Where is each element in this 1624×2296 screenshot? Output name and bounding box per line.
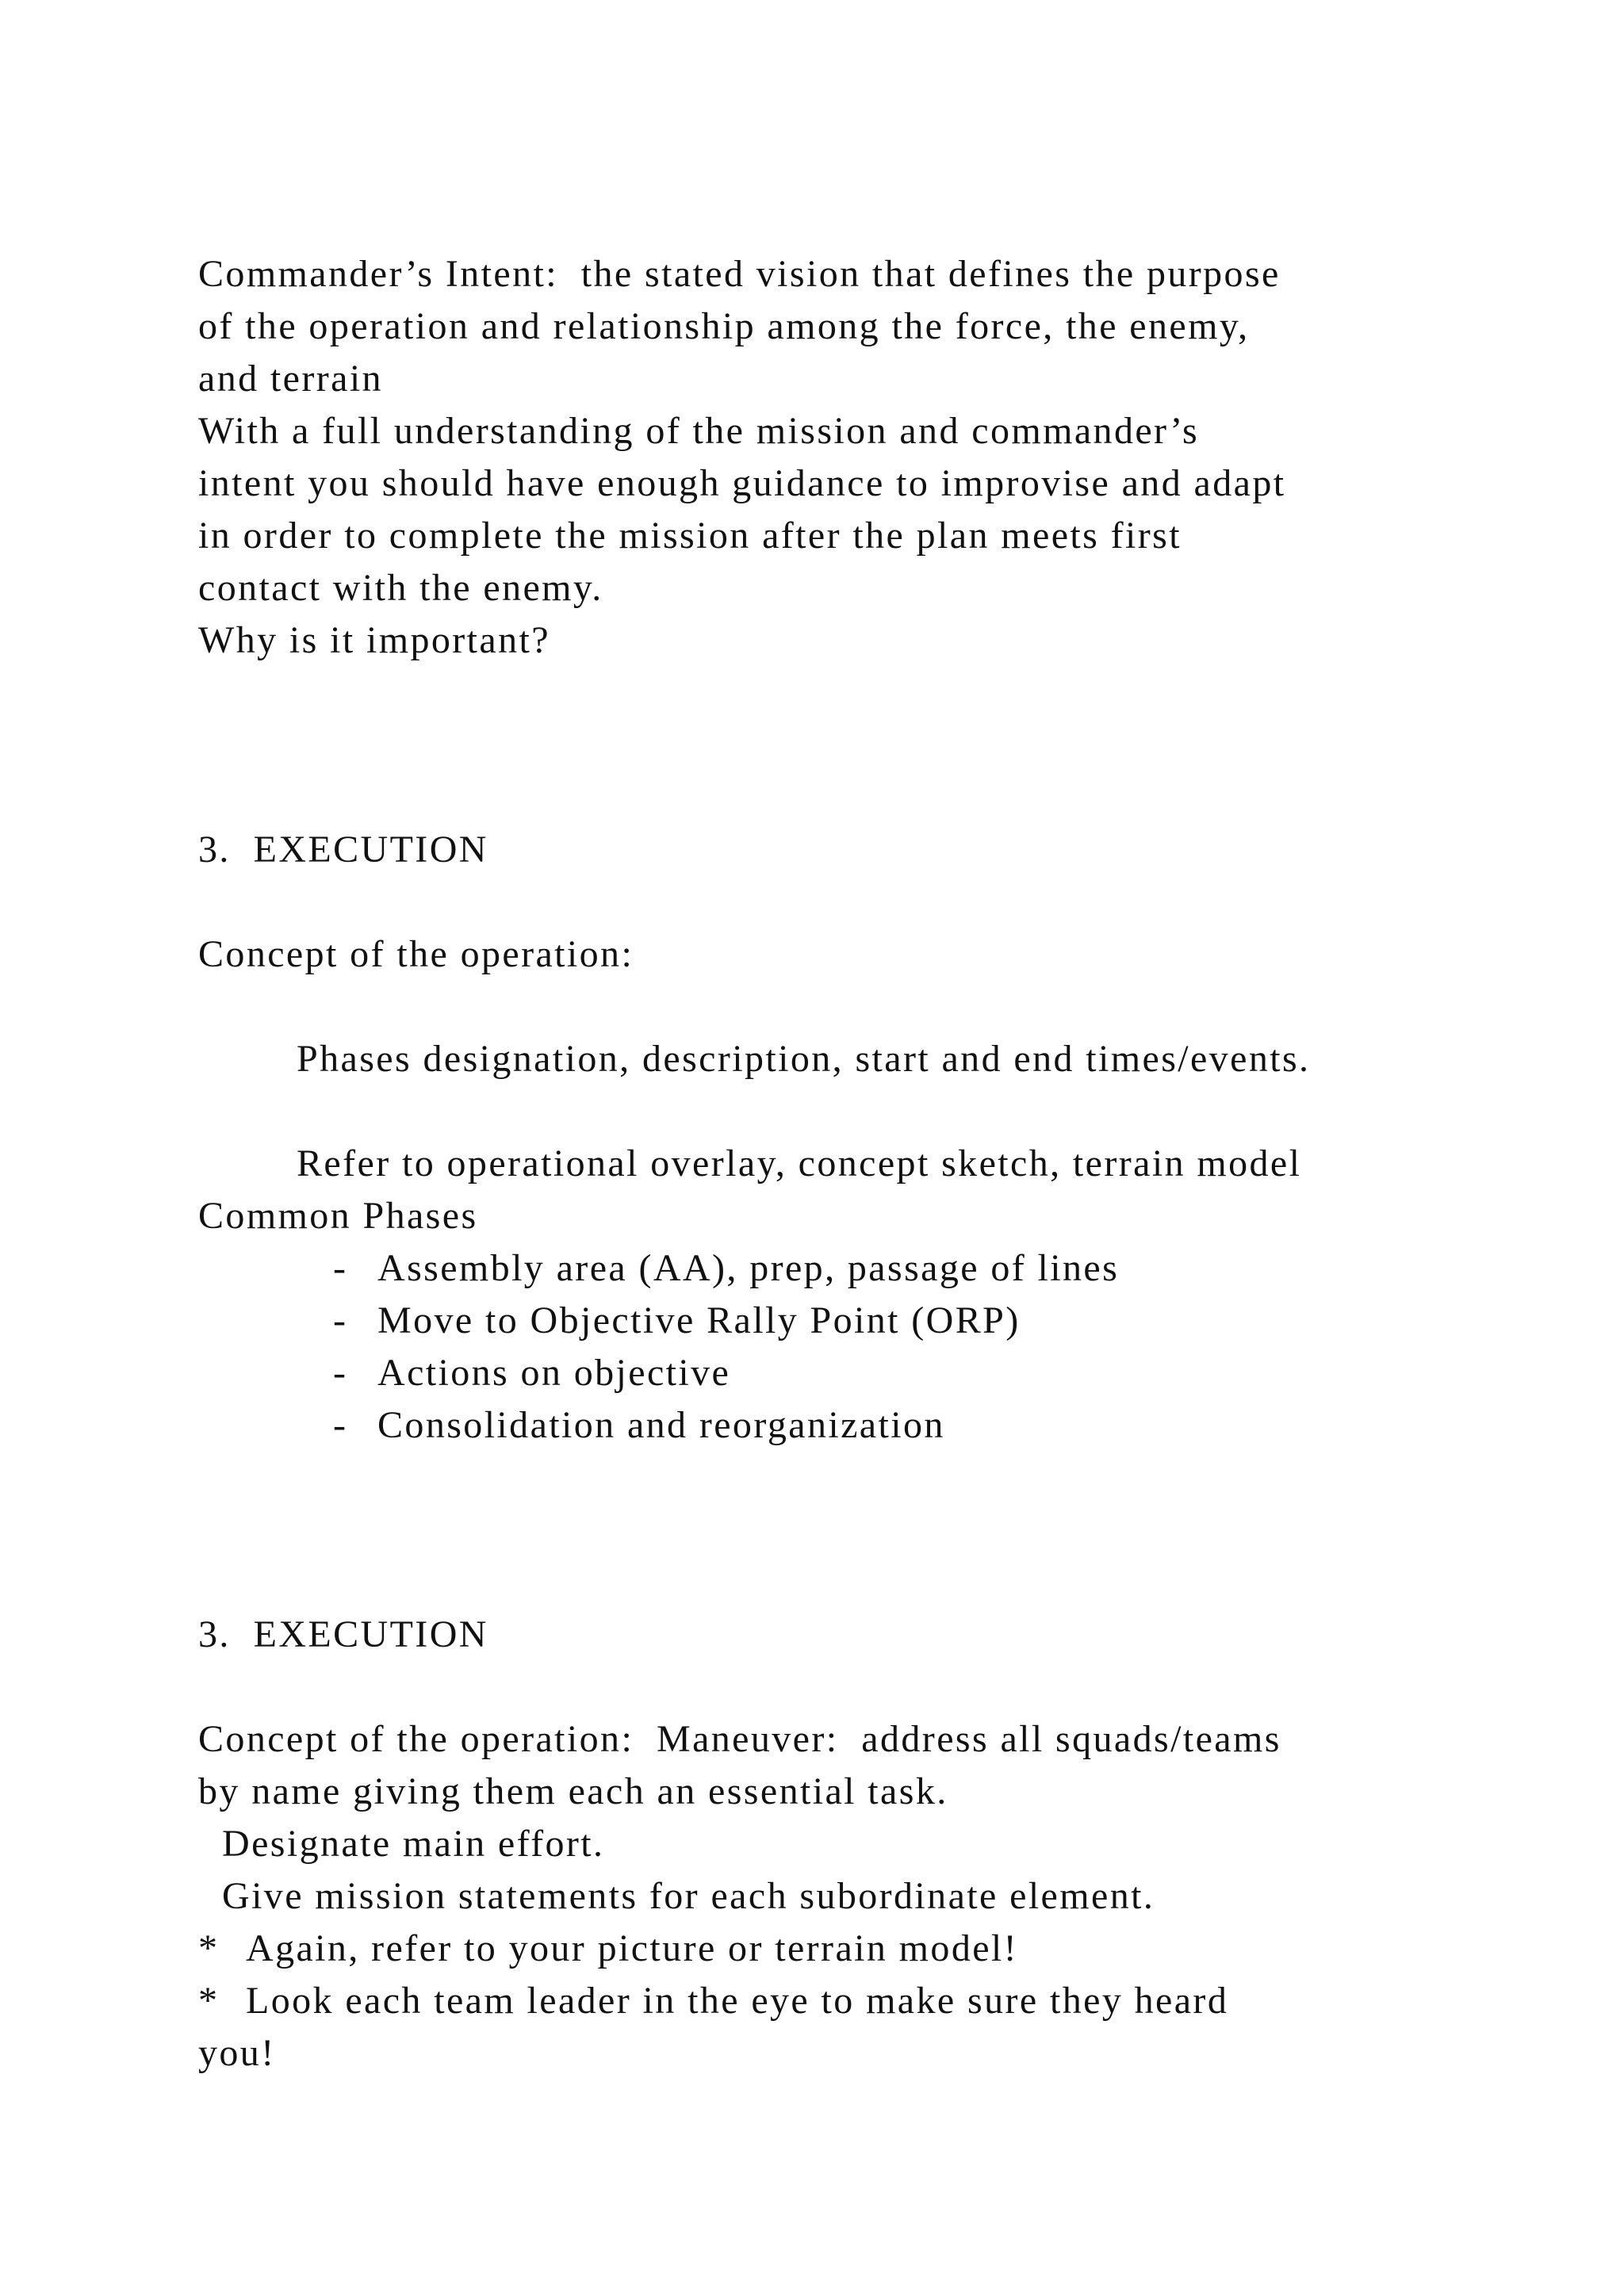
intent-line-6: in order to complete the mission after the plan meets first: [198, 515, 1182, 557]
refer-line: Refer to operational overlay, concept sketch, terrain model: [297, 1142, 1302, 1184]
asterisk-marker: *: [198, 1980, 220, 2022]
dash-marker: -: [333, 1299, 348, 1341]
phase-item: [333, 1347, 730, 1399]
intent-line-3: and terrain: [198, 358, 383, 400]
common-phases-label: Common Phases: [198, 1195, 478, 1237]
dash-marker: -: [333, 1247, 348, 1289]
mission-statements-line: Give mission statements for each subordinate element.: [222, 1875, 1155, 1917]
concept-label-1: Concept of the operation:: [198, 933, 634, 975]
intent-question: Why is it important?: [198, 619, 550, 661]
intent-line-5: intent you should have enough guidance to improvise and adapt: [198, 462, 1286, 504]
maneuver-line-1: Concept of the operation: Maneuver: address all squads/teams: [198, 1718, 1281, 1760]
phase-item: [333, 1399, 945, 1452]
intent-line-4: With a full understanding of the mission and commander’s: [198, 410, 1200, 452]
asterisk-marker: *: [198, 1927, 220, 1969]
execution-heading-1: 3. EXECUTION: [198, 828, 488, 871]
phase-item: [333, 1295, 1021, 1347]
intent-line-7: contact with the enemy.: [198, 567, 603, 609]
phase-text: Actions on objective: [377, 1352, 731, 1394]
star-text: Look each team leader in the eye to make sure they heard: [246, 1980, 1229, 2022]
star-item: [198, 1975, 1228, 2027]
dash-marker: -: [333, 1352, 348, 1394]
final-line: you!: [198, 2032, 276, 2074]
star-text: Again, refer to your picture or terrain model!: [246, 1927, 1019, 1969]
phase-text: Consolidation and reorganization: [377, 1404, 945, 1446]
maneuver-line-2: by name giving them each an essential task.: [198, 1770, 948, 1812]
execution-heading-2: 3. EXECUTION: [198, 1613, 488, 1655]
phase-text: Assembly area (AA), prep, passage of lines: [377, 1247, 1120, 1289]
intent-line-2: of the operation and relationship among the force, the enemy,: [198, 305, 1250, 347]
main-effort-line: Designate main effort.: [222, 1823, 605, 1865]
phase-item: [333, 1242, 1119, 1295]
star-item: [198, 1923, 1018, 1975]
dash-marker: -: [333, 1404, 348, 1446]
phase-text: Move to Objective Rally Point (ORP): [377, 1299, 1021, 1341]
phases-line: Phases designation, description, start and end times/events.: [297, 1038, 1311, 1080]
intent-line-1: Commander’s Intent: the stated vision that defines the purpose: [198, 253, 1281, 295]
